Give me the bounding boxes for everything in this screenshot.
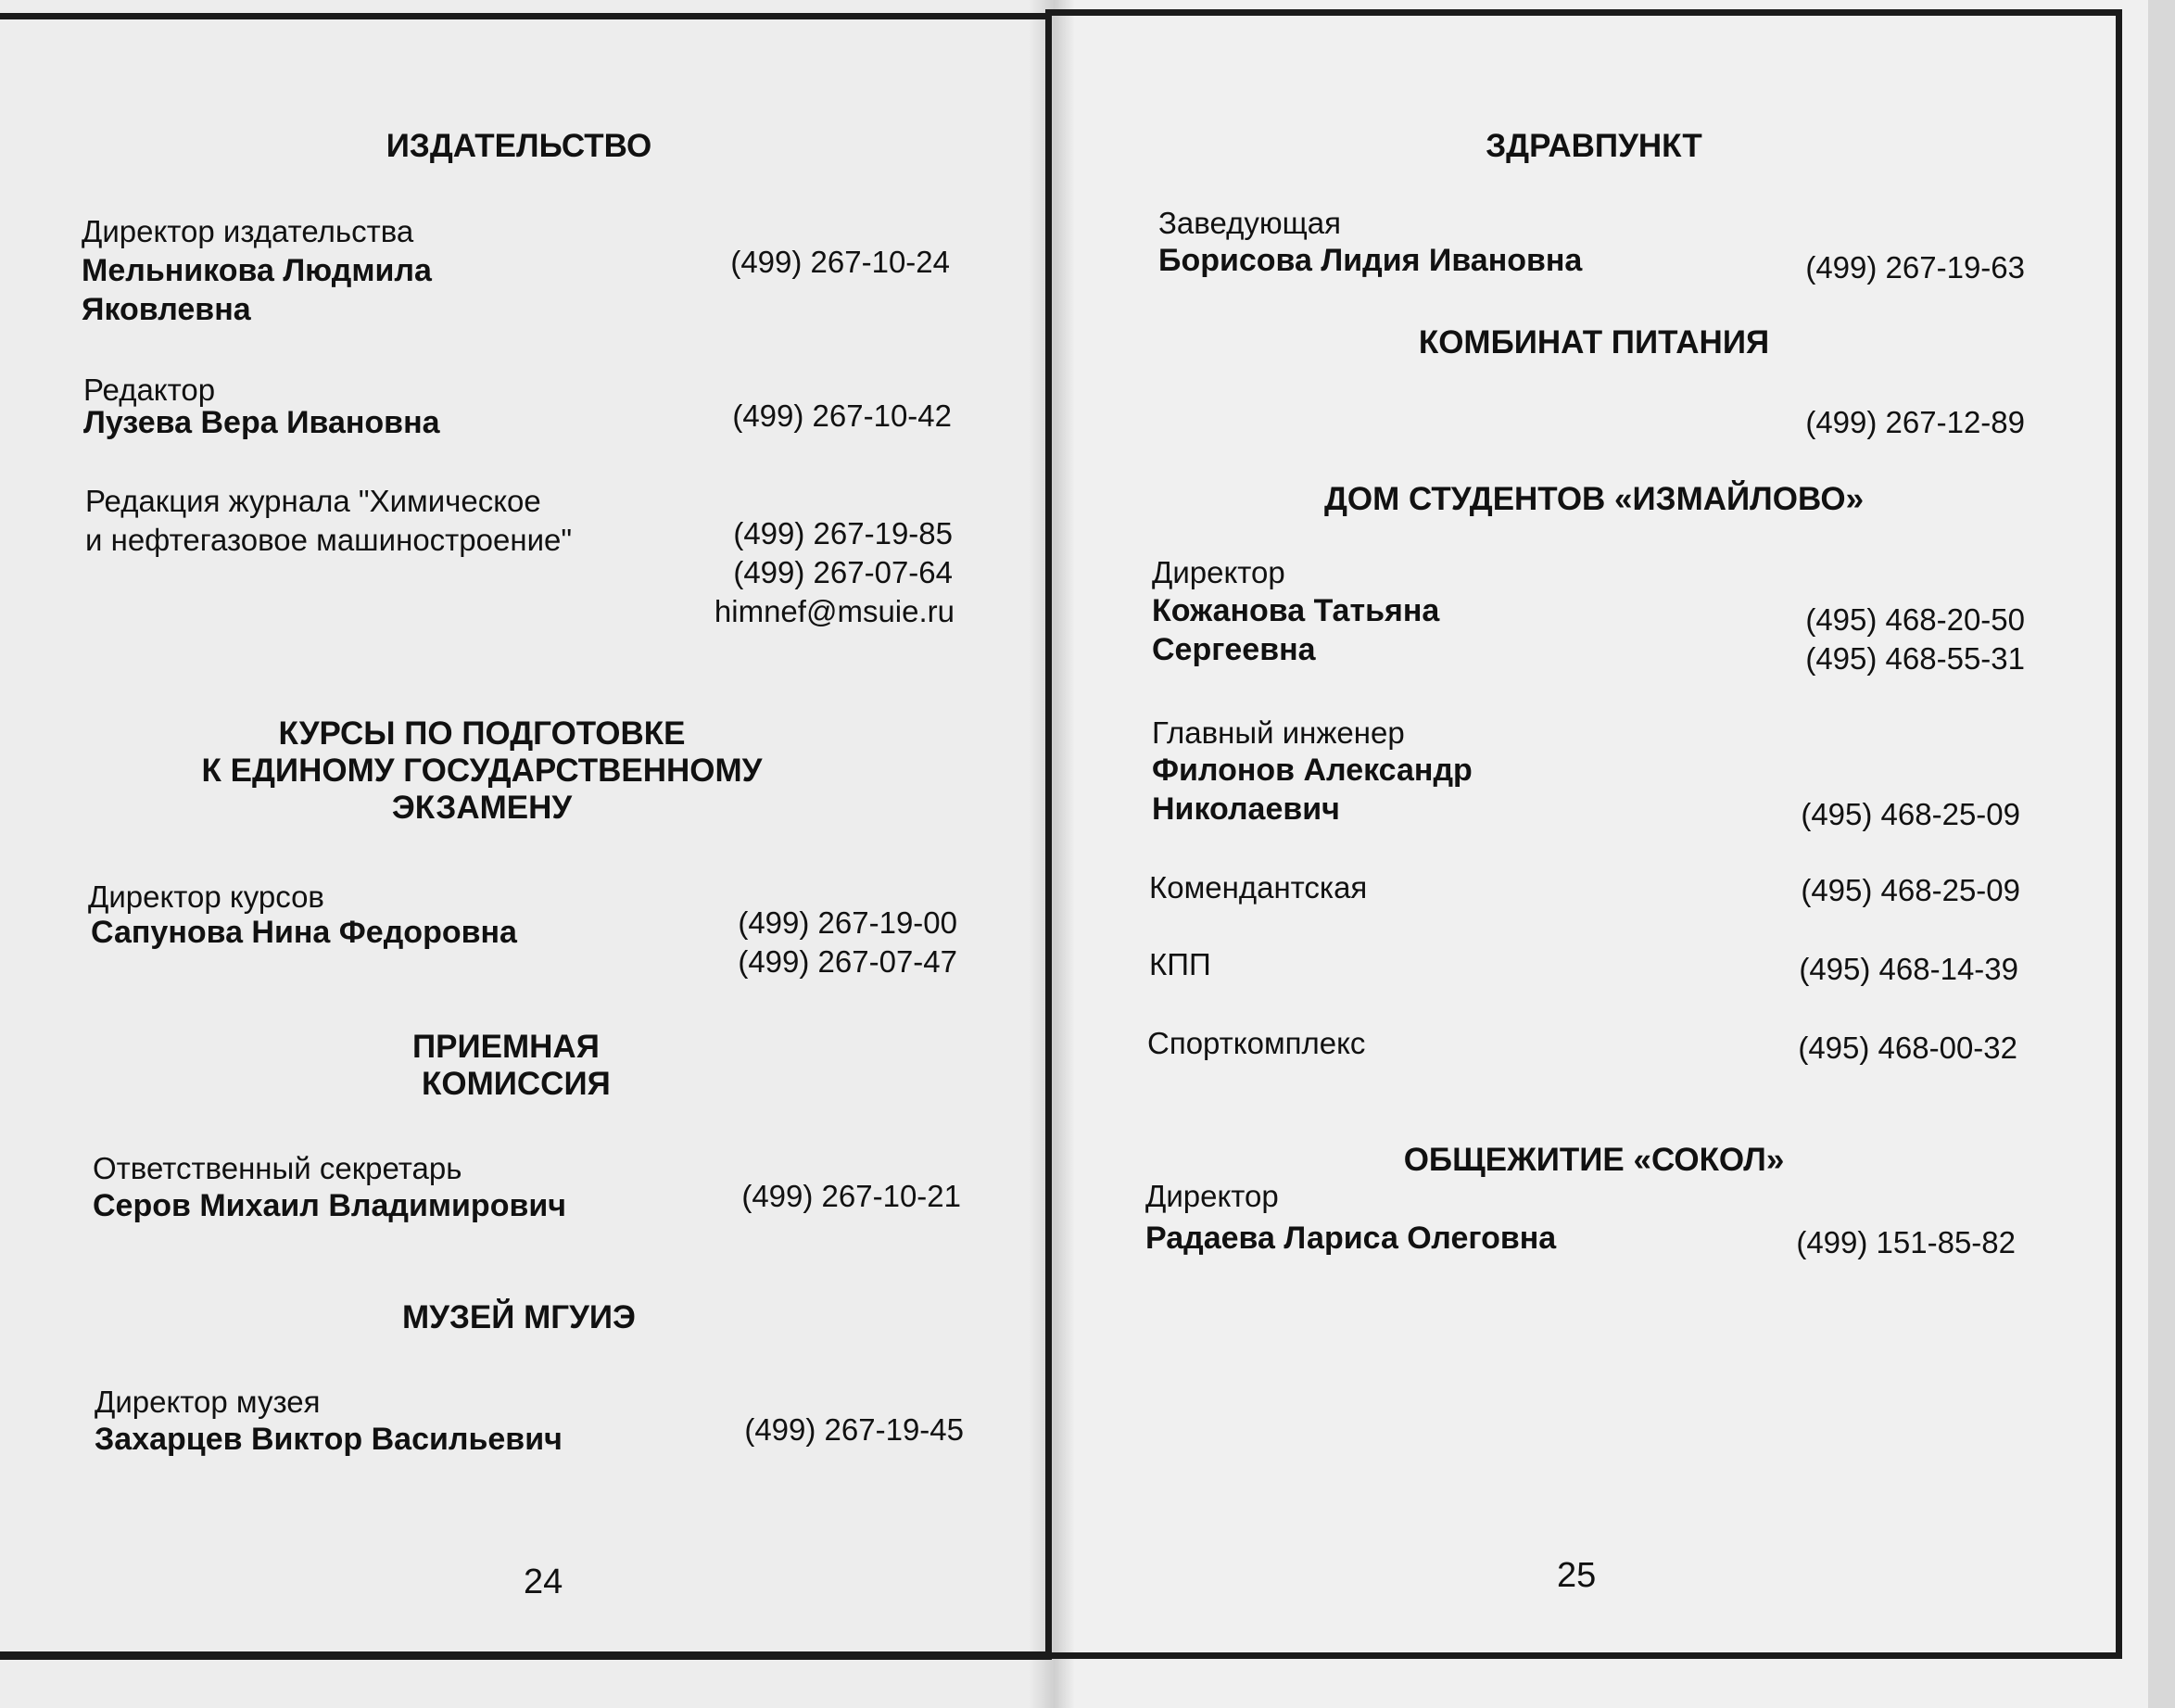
admissions-secretary-role: Ответственный секретарь — [93, 1151, 462, 1185]
admissions-phone: (499) 267-10-21 — [741, 1179, 961, 1213]
page-edge — [2148, 0, 2175, 1708]
editor-name: Лузева Вера Ивановна — [83, 405, 440, 440]
admissions-title-line2: КОМИССИЯ — [422, 1066, 611, 1102]
dormitory-director-name: Радаева Лариса Олеговна — [1145, 1221, 1557, 1256]
health-phone: (499) 267-19-63 — [1805, 250, 2025, 285]
journal-editorial-label: Редакция журнала "Химическое — [85, 484, 541, 518]
catering-phone: (499) 267-12-89 — [1805, 405, 2025, 439]
museum-phone: (499) 267-19-45 — [744, 1412, 964, 1447]
journal-email: himnef@msuie.ru — [714, 594, 955, 628]
courses-title-line2: К ЕДИНОМУ ГОСУДАРСТВЕННОМУ — [201, 753, 763, 789]
kpp-label: КПП — [1149, 947, 1211, 981]
left-page-top-border — [0, 13, 1052, 19]
editor-phone: (499) 267-10-42 — [732, 399, 952, 433]
editor-role: Редактор — [83, 373, 216, 407]
journal-phone-2: (499) 267-07-64 — [733, 555, 953, 589]
student-house-director-name-cont: Сергеевна — [1152, 632, 1316, 667]
publishing-title: ИЗДАТЕЛЬСТВО — [386, 128, 652, 164]
courses-title-line3: ЭКЗАМЕНУ — [391, 790, 573, 826]
dormitory-title: ОБЩЕЖИТИЕ «СОКОЛ» — [1403, 1142, 1785, 1178]
courses-phone-1: (499) 267-19-00 — [738, 905, 957, 940]
dormitory-director-role: Директор — [1145, 1179, 1279, 1213]
publishing-director-name: Мельникова Людмила — [82, 253, 432, 288]
student-house-director-role: Директор — [1152, 555, 1285, 589]
chief-engineer-phone: (495) 468-25-09 — [1801, 797, 2020, 831]
museum-director-role: Директор музея — [95, 1385, 321, 1419]
publishing-director-phone: (499) 267-10-24 — [730, 245, 950, 279]
courses-director-role: Директор курсов — [88, 879, 324, 914]
catering-title: КОМБИНАТ ПИТАНИЯ — [1418, 324, 1770, 361]
museum-director-name: Захарцев Виктор Васильевич — [95, 1422, 563, 1457]
museum-title: МУЗЕЙ МГУИЭ — [402, 1299, 636, 1335]
chief-engineer-name: Филонов Александр — [1152, 753, 1473, 788]
chief-engineer-name-cont: Николаевич — [1152, 791, 1340, 827]
courses-title-line1: КУРСЫ ПО ПОДГОТОВКЕ — [278, 715, 686, 752]
health-title: ЗДРАВПУНКТ — [1486, 128, 1702, 164]
student-house-director-phone-1: (495) 468-20-50 — [1805, 602, 2025, 637]
sport-complex-phone: (495) 468-00-32 — [1798, 1031, 2017, 1065]
chief-engineer-role: Главный инженер — [1152, 715, 1405, 750]
left-page-bottom-border — [0, 1651, 1052, 1660]
sport-complex-label: Спорткомплекс — [1147, 1026, 1366, 1060]
journal-phone-1: (499) 267-19-85 — [733, 516, 953, 550]
admissions-title-line1: ПРИЕМНАЯ — [412, 1029, 600, 1065]
publishing-director-role: Директор издательства — [82, 214, 414, 248]
dormitory-phone: (499) 151-85-82 — [1796, 1225, 2016, 1259]
commandant-phone: (495) 468-25-09 — [1801, 873, 2020, 907]
publishing-director-name-cont: Яковлевна — [82, 292, 251, 327]
kpp-phone: (495) 468-14-39 — [1799, 952, 2018, 986]
student-house-director-name: Кожанова Татьяна — [1152, 593, 1440, 628]
student-house-director-phone-2: (495) 468-55-31 — [1805, 641, 2025, 676]
commandant-label: Комендантская — [1149, 870, 1368, 905]
health-head-name: Борисова Лидия Ивановна — [1158, 243, 1583, 278]
courses-director-name: Сапунова Нина Федоровна — [91, 915, 517, 950]
health-head-role: Заведующая — [1158, 206, 1341, 240]
journal-editorial-label-cont: и нефтегазовое машиностроение" — [85, 523, 573, 557]
student-house-title: ДОМ СТУДЕНТОВ «ИЗМАЙЛОВО» — [1323, 481, 1865, 517]
page-number-right: 25 — [1557, 1556, 1597, 1595]
page-number-left: 24 — [524, 1563, 563, 1601]
admissions-secretary-name: Серов Михаил Владимирович — [93, 1188, 567, 1223]
courses-phone-2: (499) 267-07-47 — [738, 944, 957, 979]
